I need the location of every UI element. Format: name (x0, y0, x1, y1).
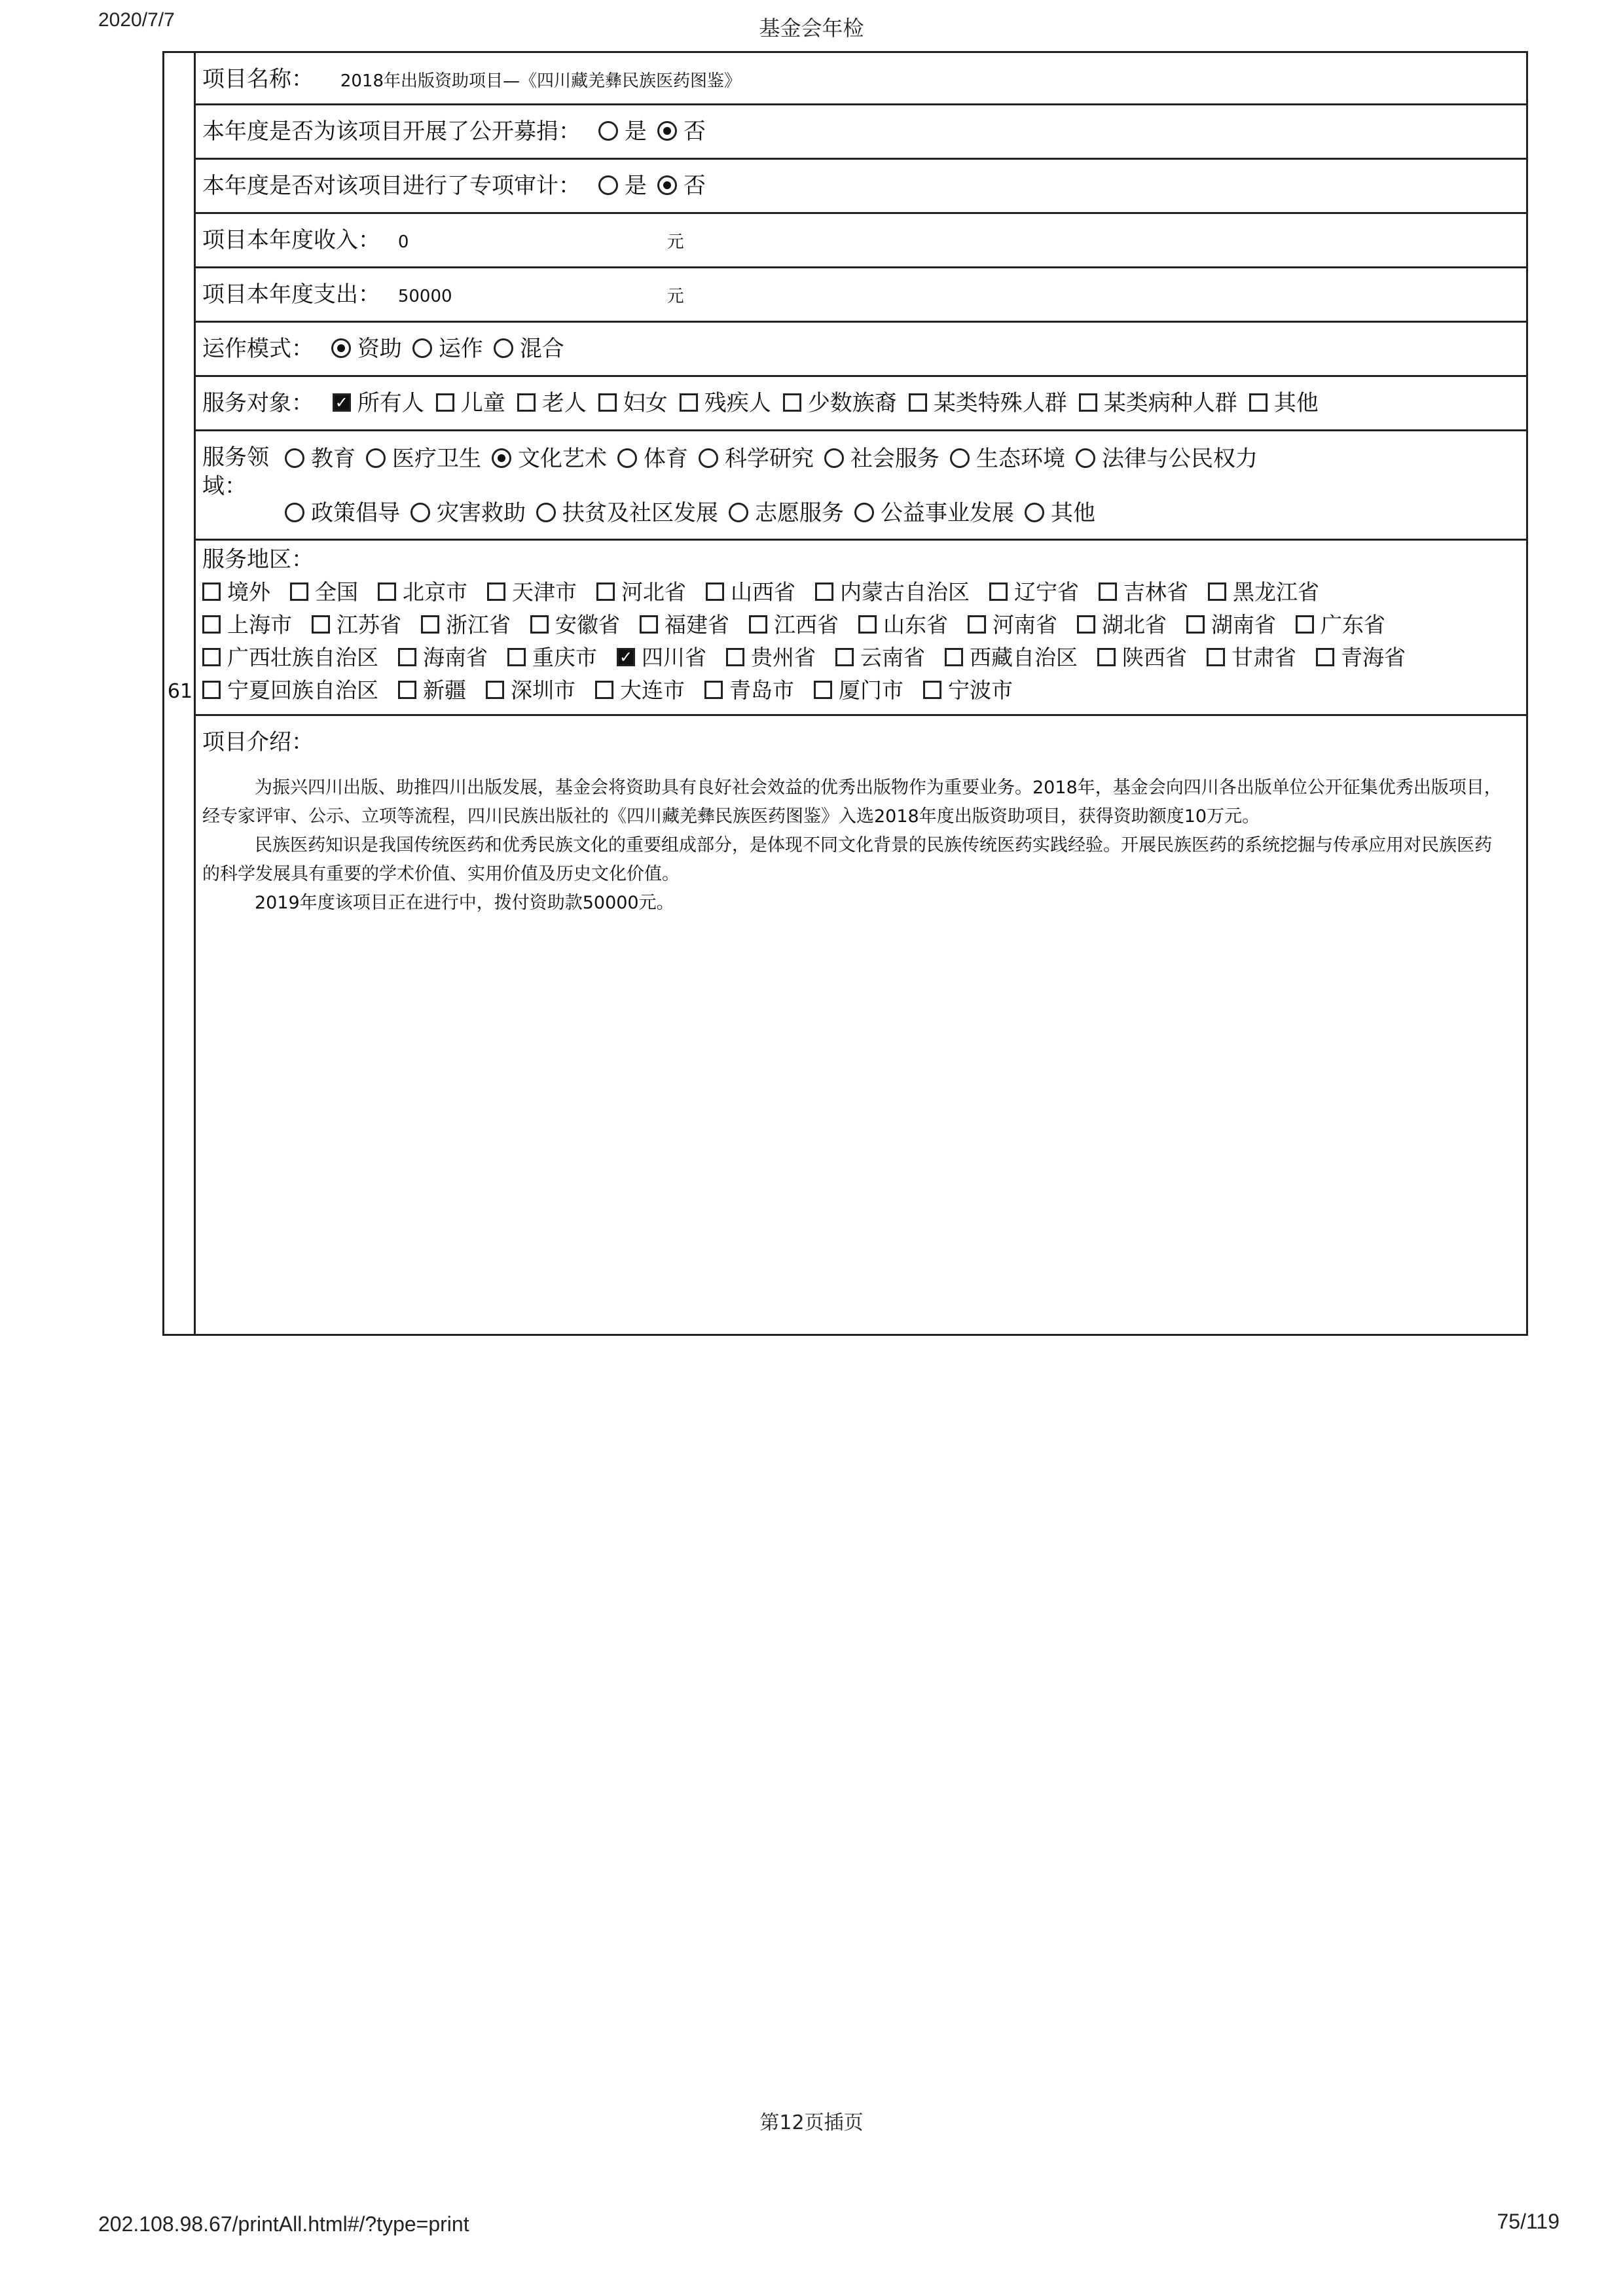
service-target-row (196, 377, 1526, 431)
operation-mode-option[interactable] (483, 323, 564, 375)
service-region-option[interactable] (1208, 576, 1319, 609)
service-region-option[interactable] (1296, 609, 1385, 641)
service-region-option[interactable] (1207, 641, 1296, 674)
option-label: 黑龙江省 (1233, 579, 1319, 605)
option-label: 妇女 (623, 390, 668, 416)
checkbox[interactable] (421, 615, 439, 634)
option-label: 生态环境 (976, 446, 1065, 472)
service-domain-option[interactable] (356, 439, 481, 478)
radio-button[interactable] (331, 338, 351, 358)
checkbox[interactable] (1249, 393, 1267, 412)
service-region-label: 服务地区： (202, 547, 314, 573)
checkbox[interactable] (398, 648, 416, 666)
project-name-label: 项目名称： (202, 66, 314, 92)
option-label: 体育 (644, 446, 688, 472)
option-label: 广东省 (1321, 612, 1385, 637)
service-target-option[interactable] (897, 377, 1067, 429)
checkbox[interactable] (858, 615, 877, 634)
service-region-option[interactable] (202, 576, 270, 609)
checkbox[interactable] (486, 681, 504, 699)
checkbox[interactable] (1316, 648, 1334, 666)
option-label: 青岛市 (729, 677, 794, 703)
checkbox[interactable] (706, 583, 724, 601)
footer-url: 202.108.98.67/printAll.html#/?type=print (98, 2212, 469, 2236)
service-domain-option[interactable] (400, 493, 526, 533)
service-region-option[interactable] (835, 641, 925, 674)
service-target-option[interactable] (424, 377, 505, 429)
service-region-option[interactable] (989, 576, 1079, 609)
option-label: 福建省 (665, 612, 729, 637)
service-region-option[interactable] (923, 674, 1013, 707)
service-region-option[interactable] (507, 641, 597, 674)
checkbox[interactable] (398, 681, 416, 699)
service-region-option[interactable] (704, 674, 794, 707)
checkbox[interactable] (378, 583, 396, 601)
option-label: 灾害救助 (437, 500, 526, 526)
checkbox[interactable] (596, 583, 615, 601)
option-label: 浙江省 (446, 612, 511, 637)
service-target-option[interactable] (668, 377, 771, 429)
service-domain-option[interactable] (1014, 493, 1095, 533)
service-region-option[interactable] (290, 576, 358, 609)
checkbox[interactable]: ✓ (333, 393, 351, 412)
service-region-option[interactable] (815, 576, 970, 609)
option-label: 青海省 (1341, 645, 1406, 670)
income-unit: 元 (666, 232, 684, 252)
checkbox[interactable] (835, 648, 854, 666)
project-name-row (196, 53, 1526, 105)
option-label: 老人 (541, 390, 587, 416)
checkbox[interactable] (1207, 648, 1225, 666)
service-domain-option[interactable] (688, 439, 814, 478)
radio-button[interactable] (699, 448, 718, 468)
option-label: 医疗卫生 (392, 446, 481, 472)
option-label: 扶贫及社区发展 (562, 500, 718, 526)
checkbox[interactable] (1186, 615, 1205, 634)
checkbox[interactable] (530, 615, 549, 634)
option-label: 是 (624, 118, 647, 145)
checkbox[interactable] (202, 648, 221, 666)
region-line (202, 674, 1520, 707)
option-label: 某类病种人群 (1103, 390, 1237, 416)
radio-button[interactable] (285, 448, 304, 468)
checkbox[interactable] (815, 583, 833, 601)
option-label: 儿童 (460, 390, 505, 416)
option-label: 其他 (1051, 500, 1095, 526)
option-label: 山东省 (883, 612, 948, 637)
project-intro-label: 项目介绍： (202, 729, 314, 755)
option-label: 全国 (315, 579, 358, 605)
radio-button[interactable] (950, 448, 970, 468)
checkbox[interactable] (989, 583, 1008, 601)
checkbox[interactable] (1097, 648, 1116, 666)
service-target-option[interactable] (321, 377, 424, 429)
expense-row (196, 268, 1526, 323)
service-domain-option[interactable] (526, 493, 718, 533)
checkbox[interactable] (1077, 615, 1095, 634)
option-label: 新疆 (423, 677, 466, 703)
option-label: 所有人 (357, 390, 424, 416)
service-domain-option[interactable] (1065, 439, 1258, 478)
option-label: 境外 (227, 579, 270, 605)
special-audit-option[interactable] (588, 160, 647, 212)
service-region-option[interactable] (945, 641, 1078, 674)
intro-paragraph: 2019年度该项目正在进行中，拨付资助款50000元。 (255, 893, 674, 913)
operation-mode-option[interactable] (321, 323, 402, 375)
income-value: 0 (397, 232, 409, 252)
option-label: 北京市 (403, 579, 467, 605)
service-region-option[interactable] (968, 609, 1057, 641)
checkbox[interactable] (814, 681, 832, 699)
checkbox[interactable] (290, 583, 308, 601)
radio-button[interactable] (285, 503, 304, 522)
checkbox[interactable] (487, 583, 505, 601)
operation-mode-option[interactable] (402, 323, 483, 375)
option-label: 辽宁省 (1014, 579, 1079, 605)
header-title: 基金会年检 (759, 16, 864, 41)
service-region-option[interactable] (1316, 641, 1406, 674)
operation-mode-row (196, 323, 1526, 377)
option-label: 教育 (311, 446, 356, 472)
option-label: 西藏自治区 (970, 645, 1078, 670)
checkbox[interactable] (923, 681, 941, 699)
expense-label: 项目本年度支出： (202, 281, 380, 308)
checkbox[interactable] (598, 393, 617, 412)
option-label: 吉林省 (1123, 579, 1188, 605)
option-label: 是 (624, 173, 647, 199)
checkbox[interactable] (909, 393, 927, 412)
option-label: 大连市 (620, 677, 685, 703)
option-label: 残疾人 (704, 390, 771, 416)
option-label: 河北省 (621, 579, 686, 605)
option-label: 河南省 (993, 612, 1057, 637)
service-region-option[interactable] (595, 674, 685, 707)
radio-button[interactable] (854, 503, 874, 522)
expense-value: 50000 (397, 287, 452, 306)
radio-button[interactable] (617, 448, 637, 468)
service-region-option[interactable] (706, 576, 795, 609)
checkbox[interactable] (202, 681, 221, 699)
option-label: 内蒙古自治区 (840, 579, 970, 605)
operation-mode-label: 运作模式： (202, 336, 314, 362)
option-label: 文化艺术 (518, 446, 607, 472)
service-target-option[interactable] (1067, 377, 1237, 429)
service-domain-row (196, 431, 1526, 541)
checkbox[interactable] (202, 615, 221, 634)
service-target-option[interactable] (587, 377, 668, 429)
radio-button[interactable] (657, 121, 677, 141)
checkbox[interactable] (704, 681, 723, 699)
special-audit-label: 本年度是否对该项目进行了专项审计： (202, 173, 581, 199)
checkbox[interactable] (749, 615, 767, 634)
option-label: 安徽省 (555, 612, 620, 637)
radio-button[interactable] (410, 503, 430, 522)
option-label: 山西省 (731, 579, 795, 605)
radio-button[interactable] (824, 448, 844, 468)
checkbox[interactable] (680, 393, 698, 412)
service-region-option[interactable] (640, 609, 729, 641)
page-label: 第12页插页 (759, 2111, 864, 2134)
header-date: 2020/7/7 (98, 9, 175, 31)
intro-paragraph: 为振兴四川出版、助推四川出版发展，基金会将资助具有良好社会效益的优秀出版物作为重要业务。2018年，基金会向四川各出版单位公开征集优秀出版项目，经专家评审、公示、立项等流程，四川民族出版社的《四川藏羌彝民族医药图鉴》入选2018年度出版资助项目，获得资助额度10万元。 (202, 778, 1502, 827)
option-label: 资助 (357, 336, 402, 362)
option-label: 广西壮族自治区 (227, 645, 378, 670)
service-region-option[interactable] (312, 609, 401, 641)
service-region-option[interactable] (596, 576, 686, 609)
option-label: 上海市 (227, 612, 292, 637)
option-label: 重庆市 (532, 645, 597, 670)
checkbox[interactable] (1296, 615, 1314, 634)
service-domain-option[interactable] (481, 439, 607, 478)
service-region-option[interactable] (1186, 609, 1276, 641)
option-label: 少数族裔 (807, 390, 897, 416)
project-name-value: 2018年出版资助项目—《四川藏羌彝民族医药图鉴》 (340, 71, 741, 91)
service-domain-option[interactable] (274, 493, 400, 533)
option-label: 否 (683, 173, 706, 199)
service-target-option[interactable] (771, 377, 897, 429)
option-label: 科学研究 (725, 446, 814, 472)
option-label: 社会服务 (850, 446, 939, 472)
radio-button[interactable] (1076, 448, 1095, 468)
service-region-option[interactable] (378, 576, 467, 609)
radio-button[interactable] (729, 503, 748, 522)
service-domain-option[interactable] (607, 439, 688, 478)
checkbox[interactable] (640, 615, 658, 634)
checkbox[interactable] (1099, 583, 1117, 601)
service-domain-option[interactable] (814, 439, 939, 478)
row-number: 61 (167, 680, 193, 703)
service-domain-option[interactable] (718, 493, 844, 533)
radio-button[interactable] (366, 448, 386, 468)
radio-button[interactable] (598, 121, 618, 141)
radio-button[interactable] (492, 448, 511, 468)
radio-button[interactable] (412, 338, 432, 358)
option-label: 深圳市 (511, 677, 575, 703)
service-region-option[interactable] (1077, 609, 1167, 641)
option-label: 云南省 (860, 645, 925, 670)
service-region-option[interactable] (398, 641, 488, 674)
checkbox[interactable] (1208, 583, 1226, 601)
project-form (162, 51, 1528, 1336)
option-label: 湖南省 (1211, 612, 1276, 637)
option-label: 公益事业发展 (881, 500, 1014, 526)
service-region-option[interactable] (617, 641, 706, 674)
option-label: 海南省 (423, 645, 488, 670)
option-label: 否 (683, 118, 706, 145)
service-region-option[interactable] (749, 609, 839, 641)
option-label: 志愿服务 (755, 500, 844, 526)
special-audit-option[interactable] (647, 160, 706, 212)
public-fundraising-label: 本年度是否为该项目开展了公开募捐： (202, 118, 581, 145)
service-region-option[interactable] (487, 576, 577, 609)
option-label: 厦门市 (839, 677, 903, 703)
checkbox[interactable] (783, 393, 801, 412)
public-fundraising-option[interactable] (647, 105, 706, 158)
service-domain-option[interactable] (939, 439, 1065, 478)
checkbox[interactable] (968, 615, 986, 634)
service-region-option[interactable] (202, 674, 378, 707)
service-region-option[interactable] (814, 674, 903, 707)
service-region-option[interactable] (202, 609, 292, 641)
service-target-option[interactable] (1237, 377, 1319, 429)
expense-unit: 元 (666, 287, 684, 306)
option-label: 某类特殊人群 (933, 390, 1067, 416)
option-label: 天津市 (512, 579, 577, 605)
service-target-option[interactable] (505, 377, 587, 429)
option-label: 甘肃省 (1231, 645, 1296, 670)
option-label: 四川省 (642, 645, 706, 670)
intro-paragraph: 民族医药知识是我国传统医药和优秀民族文化的重要组成部分，是体现不同文化背景的民族传统医药实践经验。开展民族医药的系统挖掘与传承应用对民族医药的科学发展具有重要的学术价值、实用价值及历史文化价值。 (202, 835, 1492, 884)
option-label: 贵州省 (751, 645, 816, 670)
option-label: 江西省 (774, 612, 839, 637)
region-line (202, 609, 1520, 641)
option-label: 政策倡导 (311, 500, 400, 526)
service-region-option[interactable] (858, 609, 948, 641)
service-target-label: 服务对象： (202, 390, 314, 416)
radio-button[interactable] (1025, 503, 1044, 522)
service-region-option[interactable] (486, 674, 575, 707)
income-label: 项目本年度收入： (202, 227, 380, 253)
checkbox[interactable] (1079, 393, 1097, 412)
option-label: 混合 (519, 336, 564, 362)
row-number-column (164, 53, 196, 1334)
project-intro-row (196, 716, 1526, 1334)
radio-button[interactable] (657, 175, 677, 195)
option-label: 湖北省 (1102, 612, 1167, 637)
option-label: 其他 (1273, 390, 1319, 416)
service-region-option[interactable] (1097, 641, 1187, 674)
region-line (202, 641, 1520, 674)
checkbox[interactable]: ✓ (617, 648, 635, 666)
option-label: 宁夏回族自治区 (227, 677, 378, 703)
income-row (196, 214, 1526, 268)
checkbox[interactable] (507, 648, 526, 666)
service-region-option[interactable] (530, 609, 620, 641)
public-fundraising-option[interactable] (588, 105, 647, 158)
radio-button[interactable] (494, 338, 513, 358)
service-domain-option[interactable] (844, 493, 1014, 533)
option-label: 法律与公民权力 (1102, 446, 1258, 472)
option-label: 江苏省 (337, 612, 401, 637)
checkbox[interactable] (436, 393, 454, 412)
option-label: 宁波市 (948, 677, 1013, 703)
public-fundraising-row (196, 105, 1526, 160)
checkbox[interactable] (517, 393, 536, 412)
service-region-option[interactable] (202, 641, 378, 674)
service-region-row (196, 541, 1526, 716)
checkbox[interactable] (726, 648, 744, 666)
checkbox[interactable] (945, 648, 963, 666)
service-domain-option[interactable] (274, 439, 356, 478)
footer-page-number: 75/119 (1497, 2210, 1559, 2233)
service-region-option[interactable] (726, 641, 816, 674)
checkbox[interactable] (595, 681, 613, 699)
checkbox[interactable] (202, 583, 221, 601)
special-audit-row (196, 160, 1526, 214)
service-domain-label: 服务领域： (202, 444, 269, 499)
service-region-option[interactable] (421, 609, 511, 641)
service-region-option[interactable] (398, 674, 466, 707)
option-label: 运作 (438, 336, 483, 362)
radio-button[interactable] (598, 175, 618, 195)
service-region-option[interactable] (1099, 576, 1188, 609)
radio-button[interactable] (536, 503, 556, 522)
checkbox[interactable] (312, 615, 330, 634)
option-label: 陕西省 (1122, 645, 1187, 670)
region-line (202, 576, 1520, 609)
